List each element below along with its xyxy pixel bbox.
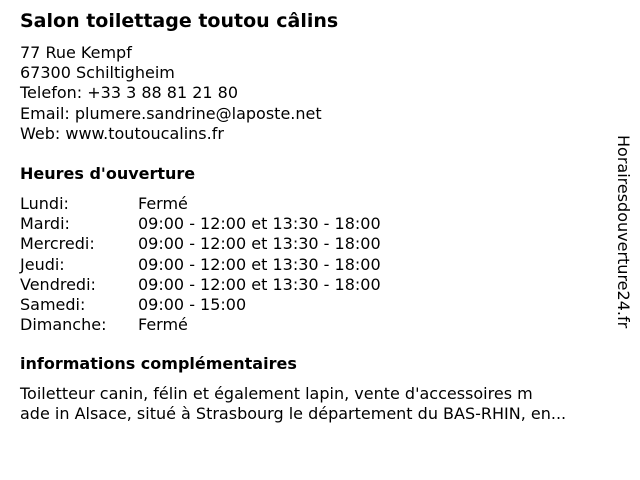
time-value: 09:00 - 12:00 et 13:30 - 18:00 xyxy=(138,254,381,274)
day-label: Mercredi: xyxy=(20,234,95,254)
site-watermark: Horairesdouverture24.fr xyxy=(614,135,633,329)
hours-heading: Heures d'ouverture xyxy=(20,164,196,183)
day-label: Mardi: xyxy=(20,214,70,234)
day-label: Dimanche: xyxy=(20,315,107,335)
hours-row-sunday xyxy=(20,315,440,335)
day-label: Jeudi: xyxy=(20,254,65,274)
info-heading: informations complémentaires xyxy=(20,354,297,373)
time-value: 09:00 - 12:00 et 13:30 - 18:00 xyxy=(138,274,381,294)
day-label: Vendredi: xyxy=(20,274,96,294)
info-line: Toiletteur canin, félin et également lapin, vente d'accessoires m xyxy=(20,384,533,403)
hours-table xyxy=(20,194,440,335)
hours-row-wednesday xyxy=(20,234,440,254)
time-value: 09:00 - 12:00 et 13:30 - 18:00 xyxy=(138,234,381,254)
time-value: Fermé xyxy=(138,194,188,213)
phone-number: Telefon: +33 3 88 81 21 80 xyxy=(20,83,239,103)
info-description xyxy=(20,384,620,424)
day-label: Lundi: xyxy=(20,194,69,213)
hours-row-tuesday xyxy=(20,214,440,234)
website-address: Web: www.toutoucalins.fr xyxy=(20,123,224,143)
time-value: 09:00 - 12:00 et 13:30 - 18:00 xyxy=(138,214,381,234)
time-value: Fermé xyxy=(138,315,188,335)
time-value: 09:00 - 15:00 xyxy=(138,294,247,314)
hours-row-saturday xyxy=(20,295,440,315)
contact-block xyxy=(20,43,322,144)
street-address: 77 Rue Kempf xyxy=(20,43,132,62)
hours-row-thursday xyxy=(20,255,440,275)
day-label: Samedi: xyxy=(20,294,86,314)
hours-row-monday xyxy=(20,194,440,214)
city-address: 67300 Schiltigheim xyxy=(20,63,175,83)
email-address: Email: plumere.sandrine@laposte.net xyxy=(20,103,322,123)
hours-row-friday xyxy=(20,275,440,295)
business-title: Salon toilettage toutou câlins xyxy=(20,10,339,32)
info-line: ade in Alsace, situé à Strasbourg le département du BAS-RHIN, en... xyxy=(20,404,567,424)
